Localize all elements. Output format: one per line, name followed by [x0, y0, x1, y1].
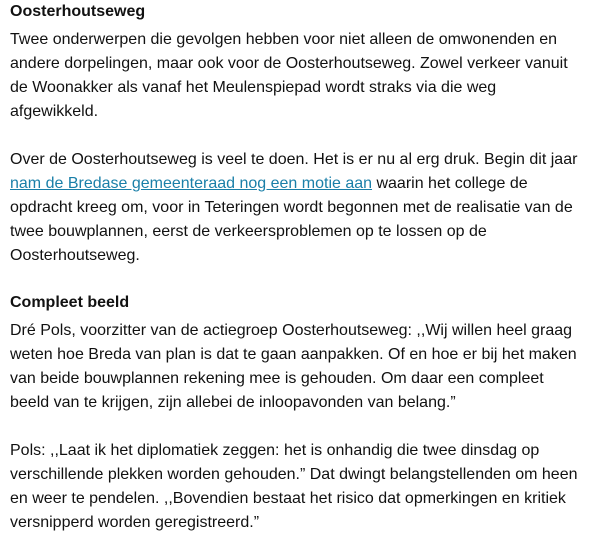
paragraph-quote-pols: Dré Pols, voorzitter van de actiegroep Oosterhoutseweg: ,,Wij willen heel graag weten hoe Breda van plan is dat te gaan aanpakken. Of en hoe er bij het maken van beide bouwplannen rekening mee is gehouden. Om daar een compleet beeld van te krijgen, zijn allebei de inloopavonden van belang.”	[10, 322, 577, 411]
motion-link[interactable]: nam de Bredase gemeenteraad nog een motie aan	[10, 175, 373, 192]
section-heading-oosterhoutseweg: Oosterhoutseweg	[10, 3, 146, 20]
paragraph-traffic-text-after: waarin het college de opdracht kreeg om, voor in Teteringen wordt begonnen met de realisatie van de twee bouwplannen, eerst de verkeersproblemen op te lossen op de Oosterhoutseweg.	[10, 175, 573, 264]
article-body	[0, 1, 592, 535]
paragraph-traffic-text-before: Over de Oosterhoutseweg is veel te doen. Het is er nu al erg druk. Begin dit jaar	[10, 151, 578, 168]
paragraph-quote-diplomatic: Pols: ,,Laat ik het diplomatiek zeggen: het is onhandig die twee dinsdag op verschillende plekken worden gehouden.” Dat dwingt belangstellenden om heen en weer te pendelen. ,,Bovendien bestaat het risico dat opmerkingen en kritiek versnipperd worden geregistreerd.”	[10, 442, 578, 531]
paragraph-traffic	[10, 148, 582, 268]
section-heading-compleet-beeld: Compleet beeld	[10, 294, 130, 311]
paragraph-intro: Twee onderwerpen die gevolgen hebben voor niet alleen de omwonenden en andere dorpelingen, maar ook voor de Oosterhoutseweg. Zowel verkeer vanuit de Woonakker als vanaf het Meulenspiepad wordt straks via die weg afgewikkeld.	[10, 31, 568, 120]
